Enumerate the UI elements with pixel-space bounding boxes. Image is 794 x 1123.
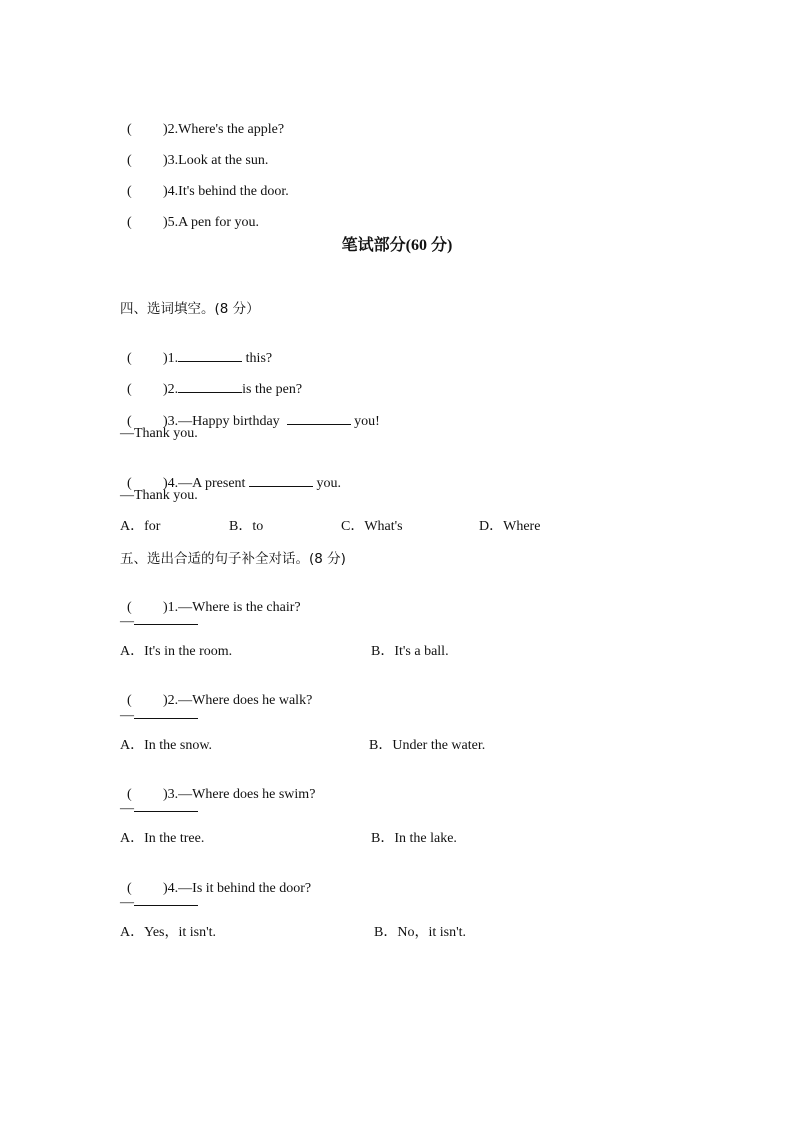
section4-heading: 四、选词填空。(8 分）	[120, 301, 260, 317]
answer-bracket[interactable]: (	[127, 787, 132, 802]
s5-q1-option-b: B．It's a ball.	[371, 644, 449, 659]
s5-question-3: ( )3.—Where does he swim?	[127, 787, 316, 802]
answer-bracket[interactable]: (	[127, 600, 132, 615]
fill-blank[interactable]	[134, 893, 198, 906]
s4-reply-4: —Thank you.	[120, 488, 198, 503]
s4-option-d: D．Where	[479, 519, 541, 534]
answer-bracket[interactable]: (	[127, 215, 132, 230]
answer-bracket[interactable]: (	[127, 351, 132, 366]
s4-option-a: A．for	[120, 519, 161, 534]
s5-q3-option-a: A．In the tree.	[120, 831, 205, 846]
s5-answer-line-4: —	[120, 893, 198, 912]
s5-q2-option-a: A．In the snow.	[120, 738, 213, 753]
listen-item-5: ( )5.A pen for you.	[127, 215, 260, 230]
written-part-title: 笔试部分(60 分)	[341, 237, 453, 254]
s5-answer-line-2: —	[120, 706, 198, 725]
s5-q2-option-b: B．Under the water.	[369, 738, 486, 753]
listen-item-3: ( )3.Look at the sun.	[127, 153, 269, 168]
answer-bracket[interactable]: (	[127, 153, 132, 168]
fill-blank[interactable]	[134, 612, 198, 625]
s5-question-1: ( )1.—Where is the chair?	[127, 600, 301, 615]
s4-reply-3: —Thank you.	[120, 426, 198, 441]
listen-item-2: ( )2.Where's the apple?	[127, 122, 285, 137]
s4-question-4: ( )4.—A present you.	[127, 476, 341, 491]
s5-q4-option-b: B．No，it isn't.	[374, 925, 466, 940]
s5-question-2: ( )2.—Where does he walk?	[127, 693, 313, 708]
fill-blank[interactable]	[178, 380, 242, 393]
answer-bracket[interactable]: (	[127, 414, 132, 429]
s4-option-c: C．What's	[341, 519, 403, 534]
fill-blank[interactable]	[178, 349, 242, 362]
answer-bracket[interactable]: (	[127, 122, 132, 137]
s4-option-b: B．to	[229, 519, 264, 534]
fill-blank[interactable]	[134, 799, 198, 812]
answer-bracket[interactable]: (	[127, 881, 132, 896]
fill-blank[interactable]	[287, 412, 351, 425]
fill-blank[interactable]	[249, 474, 313, 487]
answer-bracket[interactable]: (	[127, 693, 132, 708]
fill-blank[interactable]	[134, 706, 198, 719]
s5-answer-line-3: —	[120, 799, 198, 818]
s5-q1-option-a: A．It's in the room.	[120, 644, 233, 659]
section5-heading: 五、选出合适的句子补全对话。(8 分)	[120, 551, 346, 567]
answer-bracket[interactable]: (	[127, 382, 132, 397]
s5-question-4: ( )4.—Is it behind the door?	[127, 881, 312, 896]
s4-question-3: ( )3.—Happy birthday you!	[127, 414, 380, 429]
answer-bracket[interactable]: (	[127, 476, 132, 491]
listen-item-4: ( )4.It's behind the door.	[127, 184, 289, 199]
s5-answer-line-1: —	[120, 612, 198, 631]
s4-question-1: ( )1. this?	[127, 351, 273, 366]
s4-question-2: ( )2. is the pen?	[127, 382, 303, 397]
s5-q4-option-a: A．Yes，it isn't.	[120, 925, 217, 940]
answer-bracket[interactable]: (	[127, 184, 132, 199]
s5-q3-option-b: B．In the lake.	[371, 831, 457, 846]
